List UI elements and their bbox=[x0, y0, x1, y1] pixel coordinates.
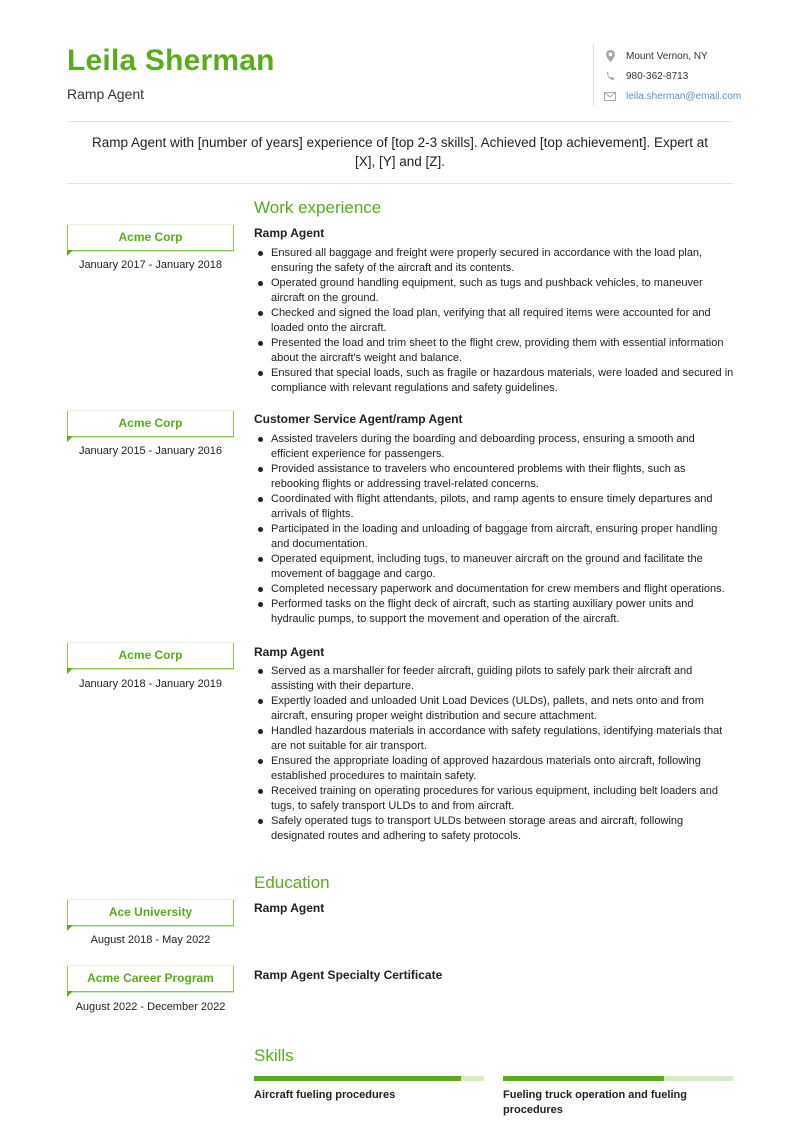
list-item: Served as a marshaller for feeder aircraft, guiding pilots to safely park their aircraft and assisting with their departure. bbox=[254, 664, 734, 694]
company-badge: Acme Corp bbox=[67, 643, 234, 669]
candidate-title: Ramp Agent bbox=[67, 86, 145, 102]
job-dates: January 2015 - January 2016 bbox=[78, 445, 223, 457]
list-item: Operated equipment, including tugs, to maneuver aircraft on the ground and facilitate the movement of baggage and cargo. bbox=[254, 552, 734, 582]
job-bullets bbox=[254, 432, 734, 627]
list-item: Performed tasks on the flight deck of aircraft, such as starting auxiliary power units and hydraulic pumps, to support the movement and operation of the aircraft. bbox=[254, 597, 734, 627]
skill-bar-fill bbox=[254, 1076, 461, 1081]
list-item: Provided assistance to travelers who encountered problems with their flights, such as rebooking flights or addressing travel-related concerns. bbox=[254, 462, 734, 492]
candidate-name: Leila Sherman bbox=[67, 44, 275, 77]
skill-bar-fill bbox=[503, 1076, 664, 1081]
job-bullets bbox=[254, 246, 734, 396]
education-dates: August 2018 - May 2022 bbox=[90, 934, 211, 946]
degree-title: Ramp Agent bbox=[254, 901, 325, 915]
job-title: Ramp Agent bbox=[254, 645, 325, 659]
list-item: Completed necessary paperwork and documentation for crew members and flight operations. bbox=[254, 582, 734, 597]
education-dates: August 2022 - December 2022 bbox=[75, 1001, 226, 1013]
list-item: Expertly loaded and unloaded Unit Load Devices (ULDs), pallets, and nets onto and from aircraft, ensuring proper weight distribution and secure attachment. bbox=[254, 694, 734, 724]
list-item: Handled hazardous materials in accordance with safety regulations, identifying materials that are not suitable for air transport. bbox=[254, 724, 734, 754]
contact-email[interactable] bbox=[602, 86, 753, 106]
list-item: Received training on operating procedures for various equipment, including belt loaders and tugs, to safely transport ULDs to and from aircraft. bbox=[254, 784, 734, 814]
skill-bar bbox=[254, 1076, 484, 1081]
phone-icon bbox=[602, 71, 618, 82]
contact-phone bbox=[602, 66, 753, 86]
list-item: Safely operated tugs to transport ULDs between storage areas and aircraft, following designated routes and adhering to safety protocols. bbox=[254, 814, 734, 844]
list-item: Checked and signed the load plan, verifying that all required items were accounted for and loaded onto the aircraft. bbox=[254, 306, 734, 336]
list-item: Assisted travelers during the boarding and deboarding process, ensuring a smooth and efficient experience for passengers. bbox=[254, 432, 734, 462]
skill-label: Fueling truck operation and fueling procedures bbox=[503, 1089, 687, 1116]
summary: Ramp Agent with [number of years] experience of [top 2-3 skills]. Achieved [top achievement]. Expert at [X], [Y] and [Z]. bbox=[91, 135, 709, 169]
job-title: Customer Service Agent/ramp Agent bbox=[254, 412, 463, 426]
list-item: Coordinated with flight attendants, pilots, and ramp agents to ensure timely departures and arrivals of flights. bbox=[254, 492, 734, 522]
list-item: Ensured that special loads, such as fragile or hazardous materials, were loaded and secured in compliance with relevant regulations and safety guidelines. bbox=[254, 366, 734, 396]
skill-label: Aircraft fueling procedures bbox=[254, 1089, 396, 1101]
degree-title: Ramp Agent Specialty Certificate bbox=[254, 968, 443, 982]
school-badge: Ace University bbox=[67, 900, 234, 926]
section-title-work: Work experience bbox=[254, 198, 382, 217]
list-item: Presented the load and trim sheet to the flight crew, providing them with essential information about the aircraft's weight and balance. bbox=[254, 336, 734, 366]
list-item: Ensured all baggage and freight were properly secured in accordance with the load plan, ensuring the safety of the aircraft and its contents. bbox=[254, 246, 734, 276]
job-dates: January 2017 - January 2018 bbox=[78, 259, 223, 271]
list-item: Participated in the loading and unloading of baggage from aircraft, ensuring proper handling and documentation. bbox=[254, 522, 734, 552]
contact-block bbox=[593, 44, 753, 106]
skill-bar bbox=[503, 1076, 733, 1081]
list-item: Ensured the appropriate loading of approved hazardous materials onto aircraft, following established procedures to maintain safety. bbox=[254, 754, 734, 784]
contact-location bbox=[602, 46, 753, 66]
job-bullets bbox=[254, 664, 734, 844]
list-item: Operated ground handling equipment, such as tugs and pushback vehicles, to maneuver aircraft on the ground. bbox=[254, 276, 734, 306]
section-title-education: Education bbox=[254, 873, 330, 892]
email-link[interactable]: leila.sherman@email.com bbox=[626, 90, 742, 102]
divider bbox=[67, 121, 733, 122]
job-dates: January 2018 - January 2019 bbox=[78, 678, 223, 690]
company-badge: Acme Corp bbox=[67, 225, 234, 251]
job-title: Ramp Agent bbox=[254, 226, 325, 240]
school-badge: Acme Career Program bbox=[67, 966, 234, 992]
phone-text: 980-362-8713 bbox=[626, 70, 689, 82]
location-pin-icon bbox=[602, 50, 618, 62]
location-text: Mount Vernon, NY bbox=[626, 50, 708, 62]
company-badge: Acme Corp bbox=[67, 411, 234, 437]
section-title-skills: Skills bbox=[254, 1046, 294, 1065]
envelope-icon bbox=[602, 92, 618, 101]
divider bbox=[67, 183, 733, 184]
